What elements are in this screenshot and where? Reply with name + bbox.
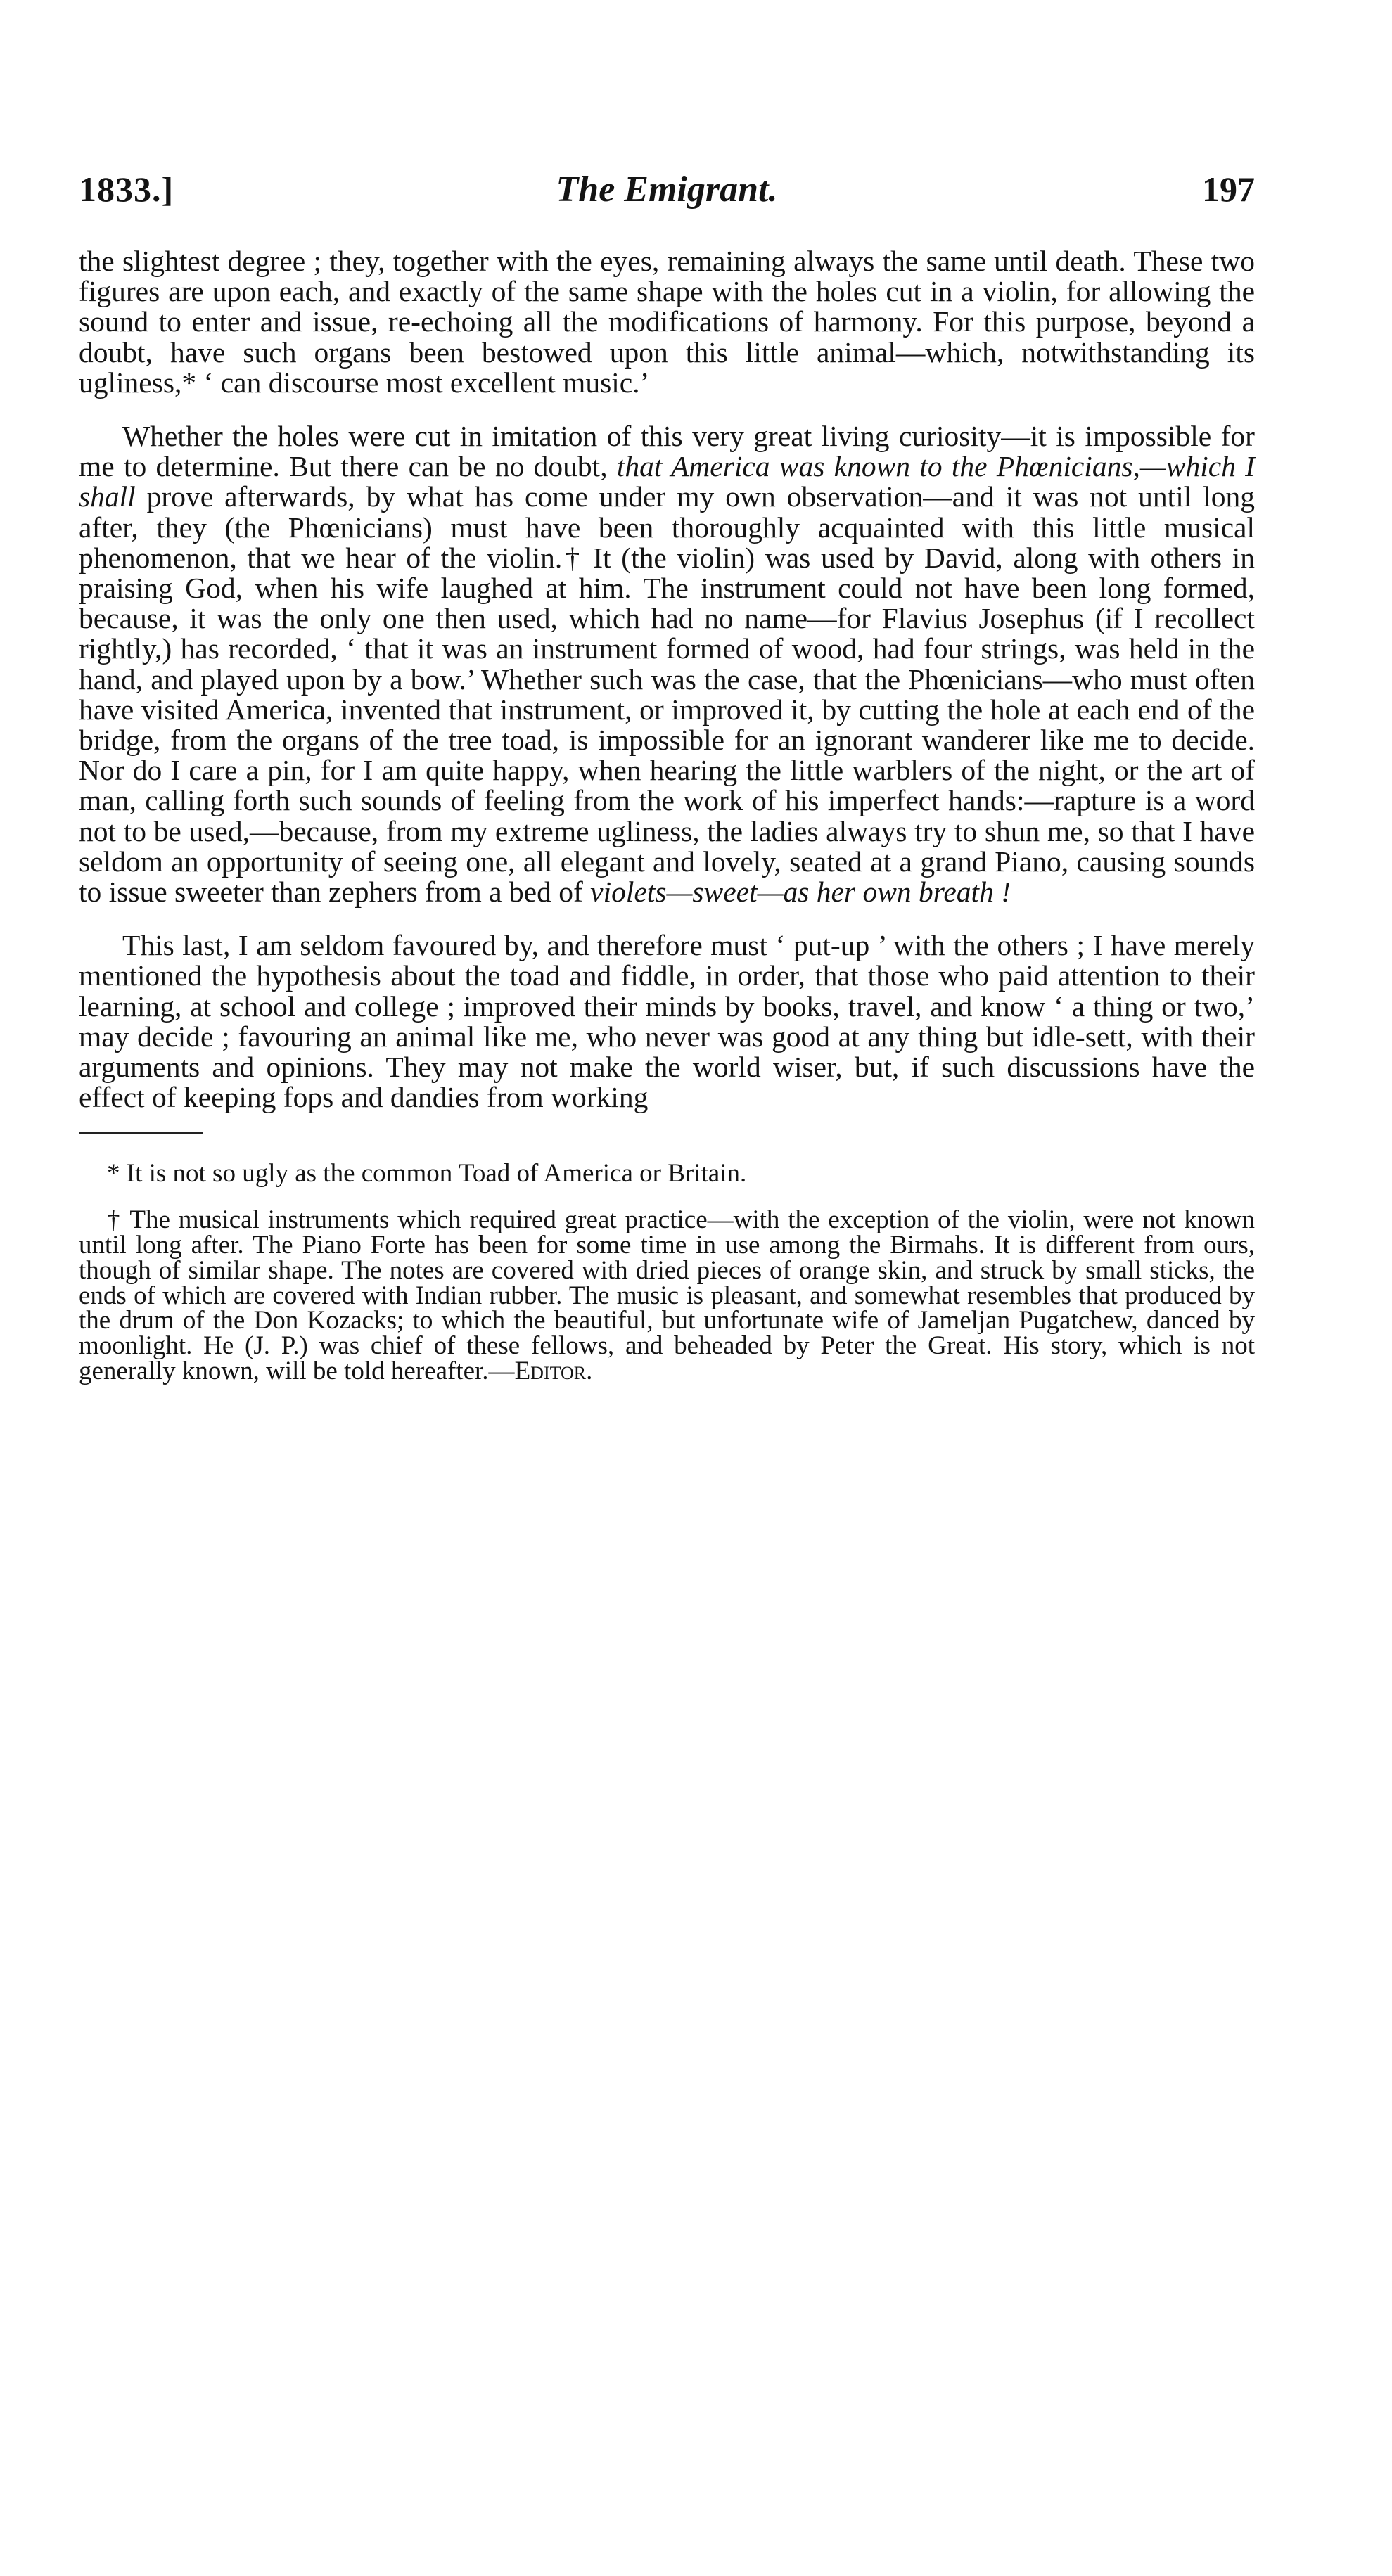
footnote-2-text: † The musical instruments which required great practice—with the exception of the violin, were not known until long after. The Piano Forte has been for some time in use among the Birmahs. It is different from ours, though of similar shape. The notes are covered with dried pieces of orange skin, and struck by small sticks, the ends of which are covered with Indian rubber. The music is pleasant, and somewhat resembles that produced by the drum of the Don Kozacks; to which the beautiful, but unfortunate wife of Jameljan Pugatchew, danced by moonlight. He (J. P.) was chief of these fellows, and beheaded by Peter the Great. His story, which is not generally known, will be told hereafter.— bbox=[79, 1205, 1255, 1386]
footnote-1: * It is not so ugly as the common Toad of America or Britain. bbox=[107, 1159, 747, 1188]
paragraph-1: the slightest degree ; they, together with the eyes, remaining always the same until death. These two figures are upon each, and exactly of the same shape with the holes cut in a violin, for allowing the sound to enter and issue, re-echoing all the modifications of harmony. For this purpose, beyond a doubt, have such organs been bestowed upon this little animal—which, notwithstanding its ugliness,* ‘ can discourse most excellent music.’ bbox=[79, 245, 1255, 399]
paragraph-2-italic-ending: violets—sweet—as her own breath ! bbox=[590, 876, 1011, 909]
footnote-divider bbox=[79, 1132, 203, 1134]
running-header bbox=[79, 162, 1255, 218]
header-title: The Emigrant. bbox=[556, 169, 778, 210]
header-page-number: 197 bbox=[1202, 169, 1255, 209]
footnotes bbox=[79, 1159, 1255, 1386]
paragraph-2-italic-phrase: that America was known to the Phœnicians,—which I shall bbox=[79, 450, 1255, 513]
header-year: 1833.] bbox=[79, 169, 174, 209]
footnote-2-signature: Editor. bbox=[514, 1357, 593, 1386]
paragraph-3: This last, I am seldom favoured by, and therefore must ‘ put-up ’ with the others ; I have merely mentioned the hypothesis about the toad and fiddle, in order, that those who paid attention to their learning, at school and college ; improved their minds by books, travel, and know ‘ a thing or two,’ may decide ; favouring an animal like me, who never was good at any thing but idle-sett, with their arguments and opinions. They may not make the world wiser, but, if such discussions have the effect of keeping fops and dandies from working bbox=[79, 929, 1255, 1114]
paragraph-2-part-a: Whether the holes were cut in imitation of this very great living curiosity—it is impossible for me to determine. But there can be no doubt, bbox=[79, 420, 1255, 483]
paragraph-2 bbox=[79, 421, 1255, 907]
page-content bbox=[79, 162, 1255, 1384]
paragraph-2-part-c: prove afterwards, by what has come under my own observation—and it was not until long after, they (the Phœnicians) must have been thoroughly acquainted with this little musical phenomenon, that we hear of the violin.† It (the violin) was used by David, along with others in praising God, when his wife laughed at him. The instrument could not have been long formed, because, it was the only one then used, which had no name—for Flavius Josephus (if I recollect rightly,) has recorded, ‘ that it was an instrument formed of wood, had four strings, was held in the hand, and played upon by a bow.’ Whether such was the case, that the Phœnicians—who must often have visited America, invented that instrument, or improved it, by cutting the hole at each end of the bridge, from the organs of the tree toad, is impossible for an ignorant wanderer like me to decide. Nor do I care a pin, for I am quite happy, when hearing the little warblers of the night, or the art of man, calling forth such sounds of feeling from the work of his imperfect hands:—rapture is a word not to be used,—because, from my extreme ugliness, the ladies always try to shun me, so that I have seldom an opportunity of seeing one, all elegant and lovely, seated at a grand Piano, causing sounds to issue sweeter than zephers from a bed of bbox=[79, 480, 1255, 909]
footnote-2 bbox=[79, 1207, 1255, 1384]
main-text bbox=[79, 246, 1255, 1113]
